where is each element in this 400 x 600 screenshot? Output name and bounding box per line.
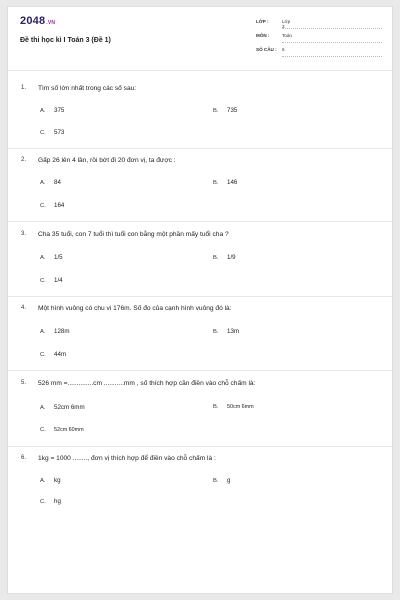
meta-count-value: 6 — [282, 47, 285, 52]
divider — [282, 42, 382, 43]
question-number: 2. — [21, 157, 27, 163]
option-value: hg — [54, 498, 61, 505]
option-a[interactable] — [40, 477, 61, 484]
option-label: A. — [40, 329, 46, 335]
option-label: A. — [40, 180, 46, 186]
option-value: 52cm 60mm — [54, 427, 84, 433]
option-label: B. — [213, 404, 219, 410]
exam-title: Đề thi học kì I Toán 3 (Đề 1) — [20, 37, 111, 44]
option-a[interactable] — [40, 179, 61, 186]
option-b[interactable] — [213, 107, 237, 114]
option-label: C. — [40, 352, 46, 358]
logo-text: 2048 — [20, 15, 46, 27]
question-text: 1kg = 1000 ........, đơn vị thích hợp để điền vào chỗ chấm là : — [38, 455, 216, 462]
option-value: 146 — [227, 179, 238, 186]
option-c[interactable] — [40, 129, 64, 136]
option-b[interactable] — [213, 254, 236, 261]
option-label: C. — [40, 203, 46, 209]
option-value: 50cm 6mm — [227, 404, 254, 410]
option-value: 44m — [54, 351, 67, 358]
header-divider — [8, 70, 392, 71]
meta-subject-value: Toán — [282, 33, 292, 38]
option-label: B. — [213, 255, 219, 261]
option-value: 1/5 — [54, 254, 63, 261]
option-b[interactable] — [213, 328, 239, 335]
question-divider — [8, 446, 392, 447]
meta-subject-key: MÔN : — [256, 33, 270, 38]
option-label: A. — [40, 478, 46, 484]
question-text: Gấp 26 lên 4 lần, rồi bớt đi 20 đơn vị, ta được : — [38, 157, 176, 164]
option-label: A. — [40, 108, 46, 114]
question-text: Một hình vuông có chu vi 176m. Số đo của cạnh hình vuông đó là: — [38, 305, 232, 312]
logo-suffix: .VN — [46, 20, 56, 26]
option-value: 735 — [227, 107, 238, 114]
divider — [282, 28, 382, 29]
option-b[interactable] — [213, 179, 237, 186]
option-a[interactable] — [40, 328, 69, 335]
question-text: Tìm số lớn nhất trong các số sau: — [38, 85, 137, 92]
option-value: 1/4 — [54, 277, 63, 284]
divider — [282, 56, 382, 57]
exam-sheet — [7, 6, 393, 594]
question-divider — [8, 296, 392, 297]
option-value: 573 — [54, 129, 65, 136]
site-logo[interactable] — [20, 15, 55, 27]
option-c[interactable] — [40, 498, 61, 505]
option-a[interactable] — [40, 404, 85, 411]
option-value: 13m — [227, 328, 240, 335]
option-value: 1/9 — [227, 254, 236, 261]
meta-count-key: SỐ CÂU : — [256, 47, 277, 52]
option-label: C. — [40, 278, 46, 284]
option-c[interactable] — [40, 351, 66, 358]
option-label: B. — [213, 108, 219, 114]
option-value: kg — [54, 477, 61, 484]
question-divider — [8, 148, 392, 149]
option-value: 375 — [54, 107, 65, 114]
option-label: B. — [213, 329, 219, 335]
option-a[interactable] — [40, 107, 64, 114]
question-number: 1. — [21, 85, 27, 91]
option-c[interactable] — [40, 277, 63, 284]
option-value: g — [227, 477, 231, 484]
option-b[interactable] — [213, 404, 254, 410]
option-value: 164 — [54, 202, 65, 209]
question-divider — [8, 221, 392, 222]
option-b[interactable] — [213, 477, 230, 484]
option-c[interactable] — [40, 202, 64, 209]
option-a[interactable] — [40, 254, 63, 261]
exam-header — [8, 7, 392, 65]
question-number: 5. — [21, 380, 27, 386]
question-text: Cha 35 tuổi, con 7 tuổi thì tuổi con bằng một phần mấy tuổi cha ? — [38, 231, 229, 238]
option-c[interactable] — [40, 427, 84, 433]
meta-grade-key: LỚP : — [256, 19, 269, 24]
question-divider — [8, 370, 392, 371]
option-value: 128m — [54, 328, 70, 335]
question-number: 6. — [21, 455, 27, 461]
option-label: B. — [213, 180, 219, 186]
option-label: C. — [40, 130, 46, 136]
option-label: A. — [40, 405, 46, 411]
question-number: 4. — [21, 305, 27, 311]
option-label: B. — [213, 478, 219, 484]
option-label: C. — [40, 427, 46, 433]
option-label: C. — [40, 499, 46, 505]
question-text: 526 mm =..............cm ...........mm , số thích hợp cần điền vào chỗ chấm là: — [38, 380, 256, 387]
meta-grade-value: Lớp 3 — [282, 19, 291, 29]
option-label: A. — [40, 255, 46, 261]
question-number: 3. — [21, 231, 27, 237]
option-value: 84 — [54, 179, 61, 186]
option-value: 52cm 6mm — [54, 404, 85, 411]
